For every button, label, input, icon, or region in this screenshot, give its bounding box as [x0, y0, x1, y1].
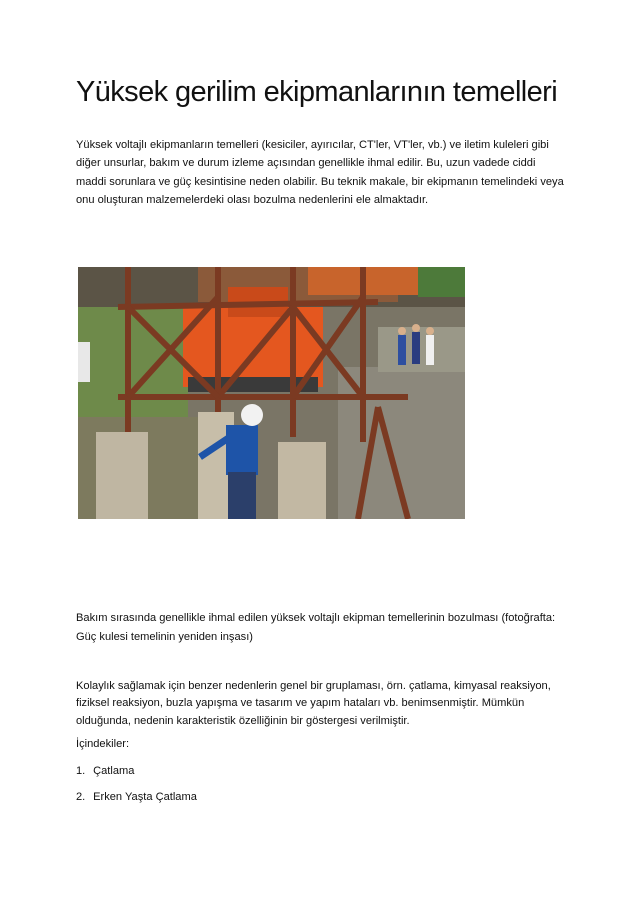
table-of-contents	[76, 764, 197, 816]
toc-item-number: 1.	[76, 765, 86, 777]
tower-foundation-photo	[78, 267, 465, 519]
toc-item-label: Erken Yaşta Çatlama	[93, 791, 197, 803]
page-title: Yüksek gerilim ekipmanlarının temelleri	[76, 76, 558, 108]
toc-item-label: Çatlama	[93, 765, 135, 777]
toc-item-1[interactable]	[76, 764, 197, 790]
toc-heading: İçindekiler:	[76, 738, 130, 750]
photo-caption: Bakım sırasında genellikle ihmal edilen yüksek voltajlı ekipman temellerinin bozulması (fotoğrafta: Güç kulesi temelinin yeniden inşası)	[76, 612, 556, 643]
construction-photo-icon	[78, 267, 465, 519]
intro-paragraph: Yüksek voltajlı ekipmanların temelleri (kesiciler, ayırıcılar, CT'ler, VT'ler, vb.) ve iletim kuleleri gibi diğer unsurlar, bakım ve durum izleme açısından genellikle ihmal edilir. Bu, uzun vadede ciddi maddi sorunlara ve güç kesintisine neden olabilir. Bu teknik makale, bir ekipmanın temelindeki veya onu oluşturan malzemelerdeki olası bozulma nedenlerini ele almaktadır.	[76, 139, 564, 206]
body-paragraph: Kolaylık sağlamak için benzer nedenlerin genel bir gruplaması, örn. çatlama, kimyasal reaksiyon, fiziksel reaksiyon, buzla yapışma ve tasarım ve yapım hataları vb. benimsenmiştir. Mümkün olduğunda, nedenin karakteristik özelliğinin bir göstergesi verilmiştir.	[76, 680, 551, 727]
toc-item-number: 2.	[76, 791, 86, 803]
toc-item-2[interactable]	[76, 790, 197, 816]
